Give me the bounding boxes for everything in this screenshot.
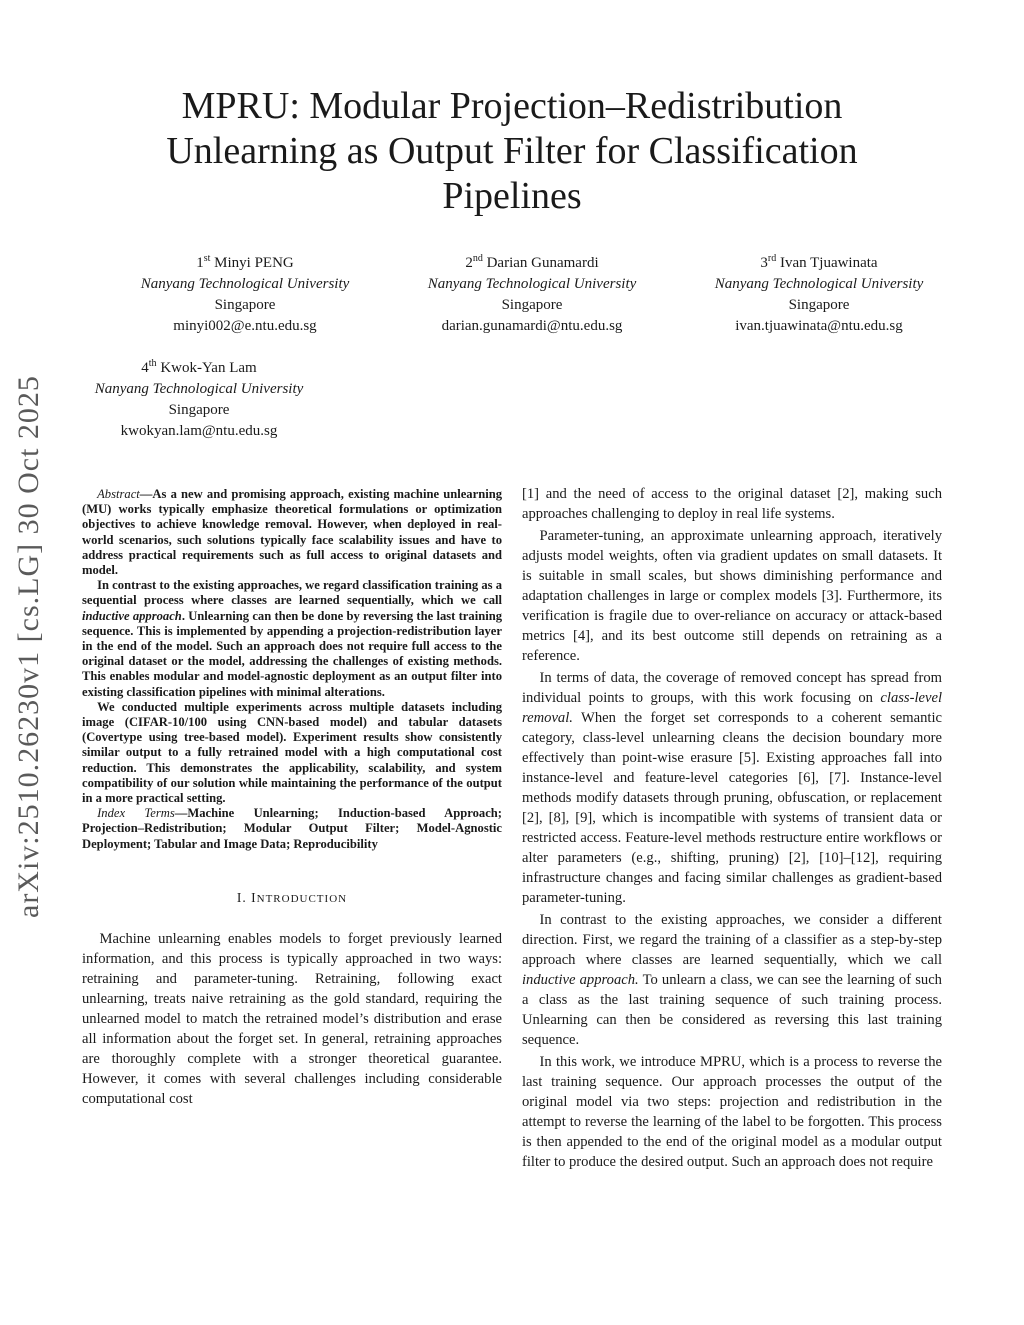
left-column (82, 487, 502, 1109)
author-ordinal: 1 (196, 255, 204, 271)
author-block-1 (105, 248, 385, 337)
author-name: Kwok-Yan Lam (160, 360, 257, 376)
intro-paragraph-3 (522, 668, 942, 908)
intro-emphasis-4: inductive approach. (522, 972, 639, 988)
author-affiliation: Nanyang Technological University (714, 276, 924, 292)
author-affiliation: Nanyang Technological University (427, 276, 637, 292)
abstract-paragraph-1 (82, 487, 502, 578)
abstract-text-3: We conducted multiple experiments across multiple datasets including image (CIFAR-10/100 using CNN-based model) and tabular datasets (Covertype using tree-based model). Experiment results show consistently similar output to a fully retrained model with a high computational cost reduction. This demonstrates the applicability, scalability, and system compatibility of our solution while maintaining the performance of the output in a more practical setting. (82, 699, 502, 806)
index-terms-text: —Machine Unlearning; Induction-based Approach; Projection–Redistribution; Modular Output Filter; Model-Agnostic Deployment; Tabular and Image Data; Reproducibility (82, 806, 502, 851)
author-block-4 (59, 353, 339, 442)
index-terms-label: Index Terms (97, 806, 175, 821)
author-block-2 (392, 248, 672, 337)
author-ordinal: 3 (760, 255, 768, 271)
abstract-text-1: —As a new and promising approach, existing machine unlearning (MU) works typically emphasize theoretical formulations or optimization objectives to achieve knowledge removal. However, when deployed in real-world scenarios, such solutions typically face scalability issues and have to address practical requirements such as full access to original datasets and model. (82, 487, 502, 578)
author-name: Ivan Tjuawinata (779, 255, 878, 271)
section-title-rest: NTRODUCTION (256, 892, 348, 905)
right-column (522, 484, 942, 1174)
abstract-text-2b: . Unlearning can then be done by reversing the last training sequence. This is implemented by appending a projection-redistribution layer in the end of the model. Such an approach does not require full access to the original dataset or the model, addressing the challenges of existing methods. This enables modular and model-agnostic deployment as an output filter into existing classification pipelines with minimal alterations. (82, 608, 502, 699)
title-line-3: Pipelines (442, 175, 582, 217)
title-line-2: Unlearning as Output Filter for Classification (166, 130, 858, 172)
author-email: minyi002@e.ntu.edu.sg (173, 318, 317, 334)
section-title-initial: I (251, 889, 257, 905)
abstract (82, 487, 502, 852)
intro-paragraph-continued: [1] and the need of access to the original dataset [2], making such approaches challenging to deploy in real life systems. (522, 486, 942, 522)
author-name: Darian Gunamardi (486, 255, 599, 271)
abstract-paragraph-3 (82, 700, 502, 806)
intro-text-3a: In terms of data, the coverage of removed concept has spread from individual points to groups, with this work focusing on (522, 670, 942, 706)
author-ordinal-suffix: st (203, 253, 211, 264)
intro-text-3b: When the forget set corresponds to a coherent semantic category, class-level unlearning cleans the decision boundary more effectively than point-wise erasure [5]. Existing approaches fall into instance-level and feature-level categories [6], [7]. Instance-level methods modify datasets through pruning, obfuscation, or replacement [2], [8], [9], which is incompatible with systems of transient data or restricted access. Feature-level methods restructure entire workflows or alter parameters (e.g., shifting, pruning) [2], [10]–[12], requiring infrastructure changes and facing similar challenges as gradient-based parameter-tuning. (522, 710, 942, 906)
title-line-1: MPRU: Modular Projection–Redistribution (181, 85, 843, 127)
intro-paragraph-1: Machine unlearning enables models to forget previously learned information, and this process is typically approached in two ways: retraining and parameter-tuning. Retraining, following exact unlearning, treats naive retraining as the gold standard, requiring the unlearned model to match the retrained model’s distribution and erase all information about the forget set. In general, retraining approaches are thoroughly complete with a stronger theoretical guarantee. However, it comes with several challenges including considerable computational cost (82, 930, 502, 1107)
arxiv-stamp: arXiv:2510.26230v1 [cs.LG] 30 Oct 2025 (12, 375, 45, 918)
abstract-text-2a: In contrast to the existing approaches, we regard classification training as a sequential process where classes are learned sequentially, which we call (82, 578, 502, 608)
author-country: Singapore (214, 297, 276, 313)
intro-paragraph-2: Parameter-tuning, an approximate unlearning approach, iteratively adjusts model weights, often via gradient updates on small datasets. It is suitable in small scales, but shows diminishing performance and adaptation challenges in large or complex models [3]. Furthermore, its verification is fragile due to over-reliance on accuracy or attack-based metrics [4], and its best outcome still depends on retraining as a reference. (522, 528, 942, 664)
intro-paragraph-4 (522, 910, 942, 1050)
author-affiliation: Nanyang Technological University (140, 276, 350, 292)
index-terms (82, 806, 502, 852)
author-ordinal: 2 (465, 255, 473, 271)
author-ordinal-suffix: rd (767, 253, 777, 264)
author-name: Minyi PENG (214, 255, 294, 271)
abstract-emphasis: inductive approach (82, 608, 182, 623)
paper-title (100, 84, 924, 219)
intro-text-4b: To unlearn a class, we can see the learning of such a class as the last training sequence of such training process. Unlearning can then be considered as reversing this last training sequence. (522, 972, 942, 1048)
section-number: I. (236, 889, 247, 905)
abstract-label: Abstract (97, 487, 140, 501)
intro-paragraph-5: In this work, we introduce MPRU, which is a process to reverse the last training sequence. Our approach processes the output of the original model via two steps: projection and redistribution in the attempt to reverse the learning of the label to be forgotten. This process is then appended to the end of the original model as a modular output filter to produce the desired output. Such an approach does not require (522, 1054, 942, 1170)
author-country: Singapore (168, 402, 230, 418)
author-ordinal: 4 (141, 360, 149, 376)
intro-emphasis-3: class-level removal. (522, 690, 942, 726)
author-email: kwokyan.lam@ntu.edu.sg (120, 423, 278, 439)
author-country: Singapore (788, 297, 850, 313)
author-country: Singapore (501, 297, 563, 313)
author-ordinal-suffix: th (148, 358, 157, 369)
author-email: darian.gunamardi@ntu.edu.sg (441, 318, 623, 334)
author-ordinal-suffix: nd (472, 253, 483, 264)
author-affiliation: Nanyang Technological University (94, 381, 304, 397)
author-email: ivan.tjuawinata@ntu.edu.sg (735, 318, 903, 334)
section-heading-introduction (82, 888, 502, 909)
abstract-paragraph-2 (82, 578, 502, 700)
author-block-3 (679, 248, 959, 337)
intro-text-4a: In contrast to the existing approaches, we consider a different direction. First, we regard the training of a classifier as a step-by-step approach where classes are learned sequentially, which we call (522, 912, 942, 968)
